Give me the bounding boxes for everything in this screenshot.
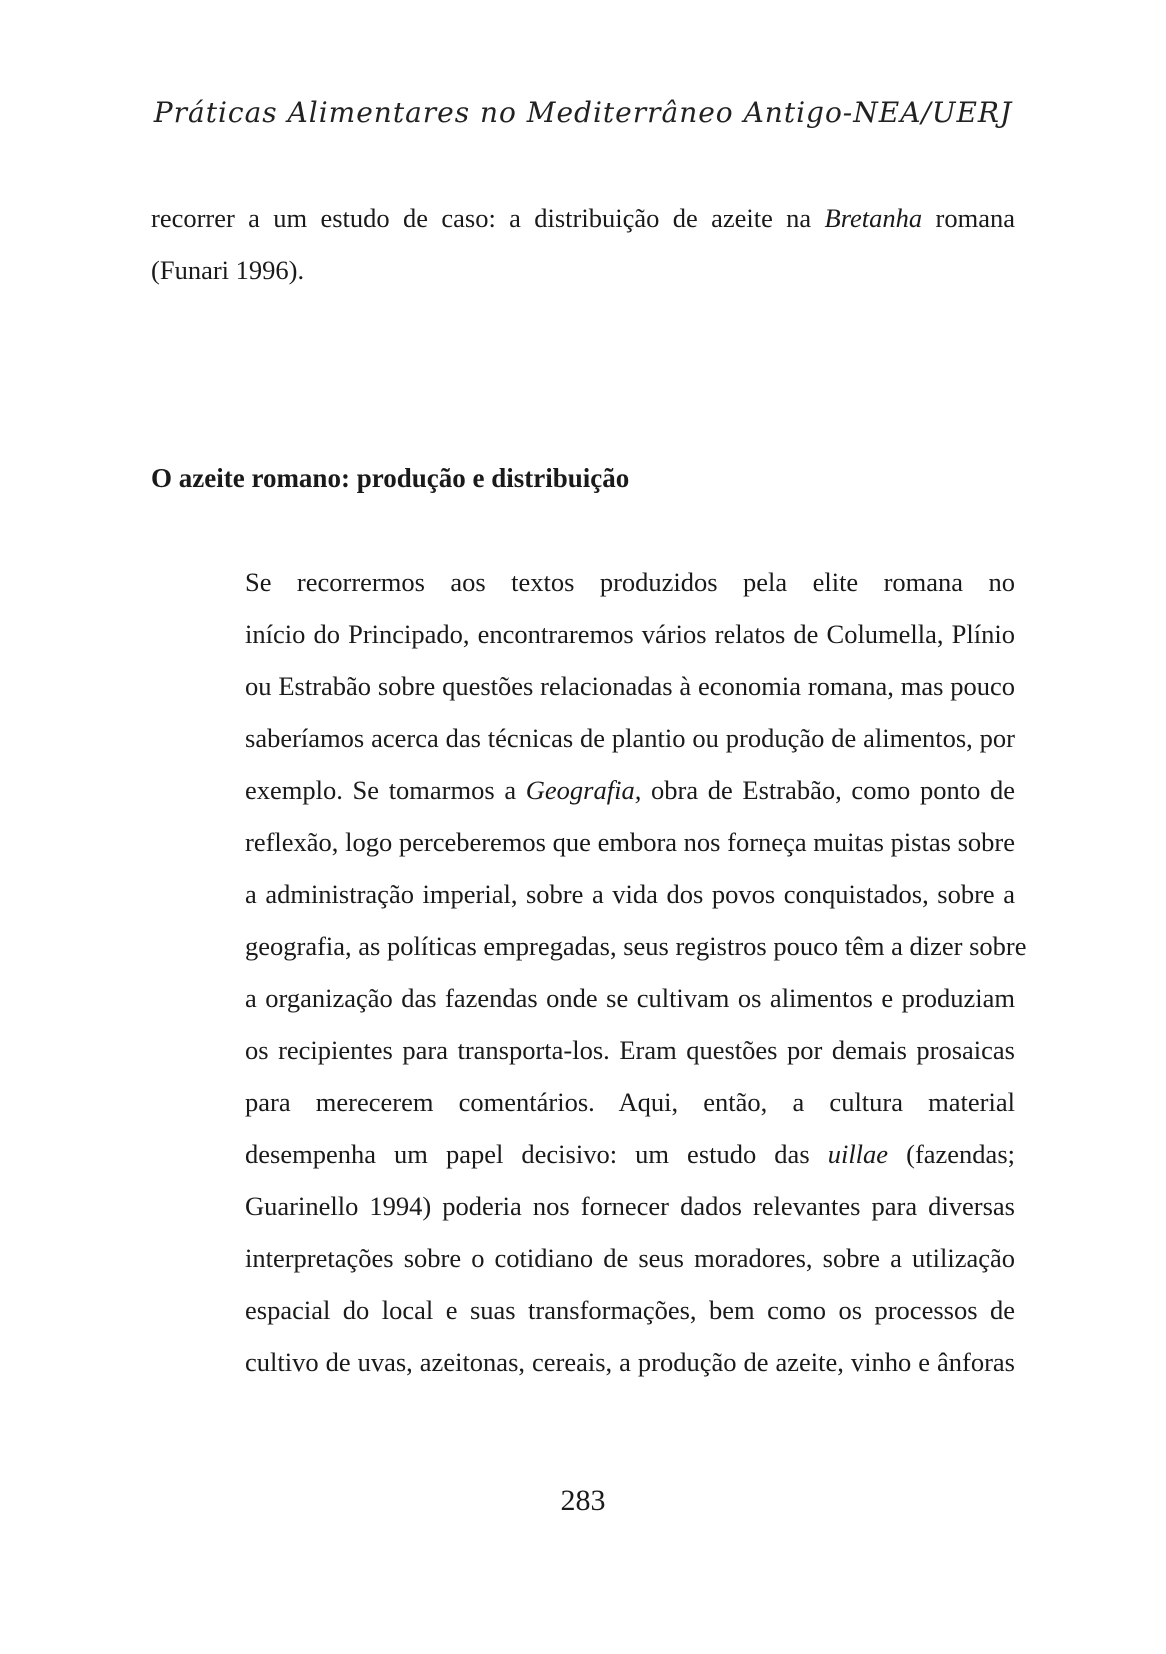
italic-term-bretanha: Bretanha	[824, 203, 923, 233]
paragraph-line: reflexão, logo perceberemos que embora nos forneça muitas pistas sobre	[245, 827, 1015, 857]
paragraph-line: geografia, as políticas empregadas, seus registros pouco têm a dizer sobre	[245, 931, 1027, 961]
body-paragraph	[151, 556, 1027, 1388]
intro-line-1: recorrer a um estudo de caso: a distribuição de azeite na Bretanha romana	[151, 203, 1015, 233]
page-number: 283	[560, 1484, 606, 1517]
paragraph-line: espacial do local e suas transformações, bem como os processos de	[245, 1295, 1015, 1325]
paragraph-line: Se recorrermos aos textos produzidos pela elite romana no	[245, 567, 1015, 597]
paragraph-line: Guarinello 1994) poderia nos fornecer dados relevantes para diversas	[245, 1191, 1015, 1221]
italic-term-uillae: uillae	[827, 1139, 889, 1169]
paragraph-line: ou Estrabão sobre questões relacionadas à economia romana, mas pouco	[245, 671, 1015, 701]
paragraph-line: os recipientes para transporta-los. Eram questões por demais prosaicas	[245, 1035, 1015, 1065]
paragraph-line: a organização das fazendas onde se cultivam os alimentos e produziam	[245, 983, 1015, 1013]
paragraph-line: desempenha um papel decisivo: um estudo das uillae (fazendas;	[245, 1139, 1015, 1169]
paragraph-line: cultivo de uvas, azeitonas, cereais, a produção de azeite, vinho e ânforas	[245, 1347, 1015, 1377]
paragraph-line: saberíamos acerca das técnicas de plantio ou produção de alimentos, por	[245, 723, 1015, 753]
paragraph-line: exemplo. Se tomarmos a Geografia, obra de Estrabão, como ponto de	[245, 775, 1016, 805]
intro-paragraph	[151, 192, 1015, 296]
running-header: Práticas Alimentares no Mediterrâneo Antigo-NEA/UERJ	[153, 96, 1013, 129]
section-heading: O azeite romano: produção e distribuição	[151, 463, 630, 493]
intro-line-2: (Funari 1996).	[151, 255, 305, 285]
paragraph-line: início do Principado, encontraremos vários relatos de Columella, Plínio	[245, 619, 1015, 649]
paragraph-line: a administração imperial, sobre a vida dos povos conquistados, sobre a	[245, 879, 1015, 909]
paragraph-line: interpretações sobre o cotidiano de seus moradores, sobre a utilização	[245, 1243, 1015, 1273]
italic-term-geografia: Geografia,	[525, 775, 642, 805]
paragraph-line: para merecerem comentários. Aqui, então, a cultura material	[245, 1087, 1015, 1117]
